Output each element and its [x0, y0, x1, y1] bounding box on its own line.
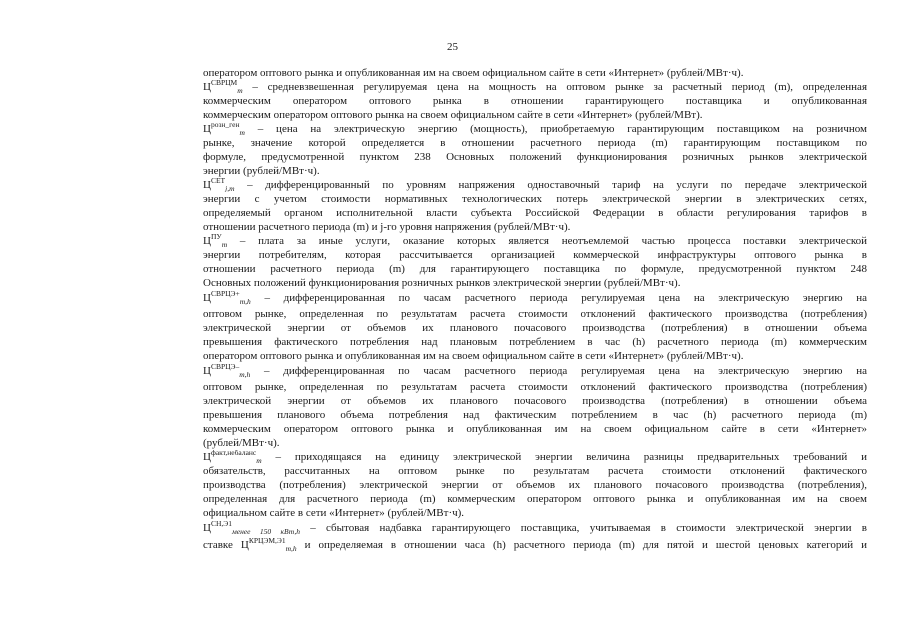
text-line: [203, 136, 867, 150]
text-line: [203, 464, 867, 478]
text-line: [203, 122, 867, 136]
line-text: формуле, предусмотренной пунктом 238 Основных положений функционирования розничных рынков электрической: [203, 151, 867, 163]
symbol-superscript: СВРЦЭ+: [210, 290, 240, 298]
line-text: энергии потребителям, которая рассчитывается организацией коммерческой инфраструктуры оптового рынка в: [203, 249, 867, 261]
symbol-base: Ц: [203, 522, 211, 534]
formula-symbol: [241, 539, 297, 551]
formula-symbol: [203, 451, 262, 463]
text-line: [203, 206, 867, 220]
line-text: – дифференцированный по уровням напряжения одноставочный тариф на услуги по передаче электрической: [234, 179, 867, 191]
text-line: [203, 192, 867, 206]
text-line: [203, 363, 867, 380]
formula-symbol: [203, 123, 245, 135]
symbol-superscript: СВРЦЭ–: [210, 363, 240, 371]
text-line: [203, 349, 867, 363]
text-line: [203, 66, 867, 80]
line-text: электрической энергии от объемов их планового почасового производства (потребления) в отношении объема: [203, 322, 867, 334]
symbol-base: Ц: [203, 292, 211, 304]
formula-symbol: [203, 292, 251, 304]
symbol-base: Ц: [203, 365, 211, 377]
symbol-subscript: m,h: [239, 370, 251, 379]
text-line: [203, 422, 867, 436]
text-line: [203, 492, 867, 506]
symbol-base: Ц: [203, 235, 211, 247]
line-text: электрической энергии от объемов их планового почасового производства (потребления) в отношении объема: [203, 395, 867, 407]
symbol-base: Ц: [203, 451, 211, 463]
line-text: превышения планового объема потребления над фактическим потреблением в час (h) расчетного периода (m): [203, 409, 867, 421]
line-text: оператором оптового рынка и опубликованная им на своем официальном сайте в сети «Интернет» (рублей/МВт·ч).: [203, 350, 744, 362]
line-text: коммерческим оператором оптового рынка в отношении гарантирующего поставщика и опубликованная: [203, 95, 867, 107]
symbol-subscript: менее 150 кВт,h: [231, 527, 300, 536]
text-line: [203, 108, 867, 122]
text-line: [203, 220, 867, 234]
symbol-subscript: m: [256, 456, 262, 464]
text-line: [203, 408, 867, 422]
line-text: оператором оптового рынка и опубликованная им на своем официальном сайте в сети «Интернет» (рублей/МВт·ч).: [203, 67, 744, 79]
line-text: энергии (рублей/МВт·ч).: [203, 165, 320, 177]
symbol-base: Ц: [203, 81, 211, 93]
symbol-superscript: СВРЦМ: [210, 80, 238, 87]
line-text: – дифференцированная по часам расчетного периода регулируемая цена на электрическую энергию на: [250, 365, 867, 377]
symbol-base: Ц: [203, 179, 211, 191]
formula-symbol: [203, 235, 227, 247]
line-text: – плата за иные услуги, оказание которых является неотъемлемой частью процесса поставки электрической: [227, 235, 867, 247]
line-text: оптовом рынке, определенная по результатам расчета стоимости отклонений фактического производства (потребления): [203, 381, 867, 393]
line-prefix: ставке: [203, 539, 241, 551]
line-text: Основных положений функционирования розничных рынков электрической энергии (рублей/МВт·ч).: [203, 277, 681, 289]
text-line: [203, 436, 867, 450]
symbol-subscript: m: [239, 128, 245, 136]
text-line: [203, 234, 867, 248]
symbol-superscript: розн_ген: [210, 122, 240, 129]
line-text: отношении расчетного периода (m) и j-го уровня напряжения (рублей/МВт·ч).: [203, 221, 571, 233]
text-line: [203, 164, 867, 178]
formula-symbol: [203, 522, 300, 534]
line-text: превышения фактического потребления над плановым потреблением в час (h) расчетного периода (m) коммерческим: [203, 336, 867, 348]
line-text: обязательств, рассчитанных на оптовом рынке по результатам расчета стоимости отклонений фактического: [203, 465, 867, 477]
line-text: коммерческим оператором оптового рынка на своем официальном сайте в сети «Интернет» (рублей/МВт).: [203, 109, 703, 121]
text-line: [203, 80, 867, 94]
line-text: определяемый органом исполнительной власти субъекта Российской Федерации в области регулирования тарифов в: [203, 207, 867, 219]
symbol-subscript: m: [221, 240, 228, 248]
symbol-subscript: m,h: [285, 544, 297, 553]
symbol-base: Ц: [203, 123, 211, 135]
symbol-superscript: КРЦЭМ,Э1: [248, 537, 286, 545]
symbol-superscript: СН,Э1: [210, 520, 232, 528]
text-line: [203, 262, 867, 276]
line-text: энергии с учетом стоимости нормативных технологических потерь электрической энергии в электрических сетях,: [203, 193, 867, 205]
text-line: [203, 450, 867, 464]
text-line: [203, 307, 867, 321]
line-text: – цена на электрическую энергию (мощность), приобретаемую гарантирующим поставщиком на розничном: [244, 123, 867, 135]
text-line: [203, 520, 867, 537]
body-text: [203, 66, 867, 554]
symbol-base: Ц: [240, 539, 249, 551]
symbol-superscript: СЕТ: [210, 178, 226, 185]
line-text: – дифференцированная по часам расчетного периода регулируемая цена на электрическую энергию на: [250, 292, 867, 304]
text-line: [203, 506, 867, 520]
text-line: [203, 94, 867, 108]
line-text: официальном сайте в сети «Интернет» (рублей/МВт·ч).: [203, 507, 465, 519]
line-text: – сбытовая надбавка гарантирующего поставщика, учитываемая в стоимости электрической энергии в: [299, 522, 867, 534]
text-line: [203, 394, 867, 408]
formula-symbol: [203, 179, 235, 191]
formula-symbol: [203, 81, 243, 93]
line-text: (рублей/МВт·ч).: [203, 437, 280, 449]
text-line: [203, 321, 867, 335]
line-text: и определяемая в отношении часа (h) расчетного периода (m) для пятой и шестой ценовых категорий и: [296, 539, 867, 551]
text-line: [203, 178, 867, 192]
text-line: [203, 290, 867, 307]
symbol-subscript: m,h: [239, 297, 251, 306]
text-line: [203, 478, 867, 492]
line-text: определенная для расчетного периода (m) коммерческим оператором оптового рынка и опубликованная им на своем: [203, 493, 867, 505]
text-line: [203, 537, 867, 554]
line-text: рынке, значение которой определяется в отношении расчетного периода (m) гарантирующим поставщиком по: [203, 137, 867, 149]
line-text: – приходящаяся на единицу электрической энергии величина разницы предварительных требований и: [261, 451, 867, 463]
symbol-subscript: j,m: [225, 184, 235, 192]
line-text: – средневзвешенная регулируемая цена на мощность на оптовом рынке за расчетный период (m), определенная: [242, 81, 867, 93]
text-line: [203, 276, 867, 290]
page-number: 25: [447, 41, 458, 53]
text-line: [203, 150, 867, 164]
line-text: производства (потребления) электрической энергии от объемов их планового почасового производства (потребления),: [203, 479, 867, 491]
symbol-subscript: m: [237, 86, 243, 94]
line-text: отношении расчетного периода (m) для гарантирующего поставщика по формуле, предусмотренной пунктом 248: [203, 263, 867, 275]
line-text: оптовом рынке, определенная по результатам расчета стоимости отклонений фактического производства (потребления): [203, 308, 867, 320]
symbol-superscript: факт,небаланс: [210, 450, 257, 457]
text-line: [203, 335, 867, 349]
text-line: [203, 248, 867, 262]
text-line: [203, 380, 867, 394]
line-text: коммерческим оператором оптового рынка и опубликованная им на своем официальном сайте в сети «Интернет»: [203, 423, 867, 435]
formula-symbol: [203, 365, 250, 377]
symbol-superscript: ПУ: [210, 234, 222, 241]
